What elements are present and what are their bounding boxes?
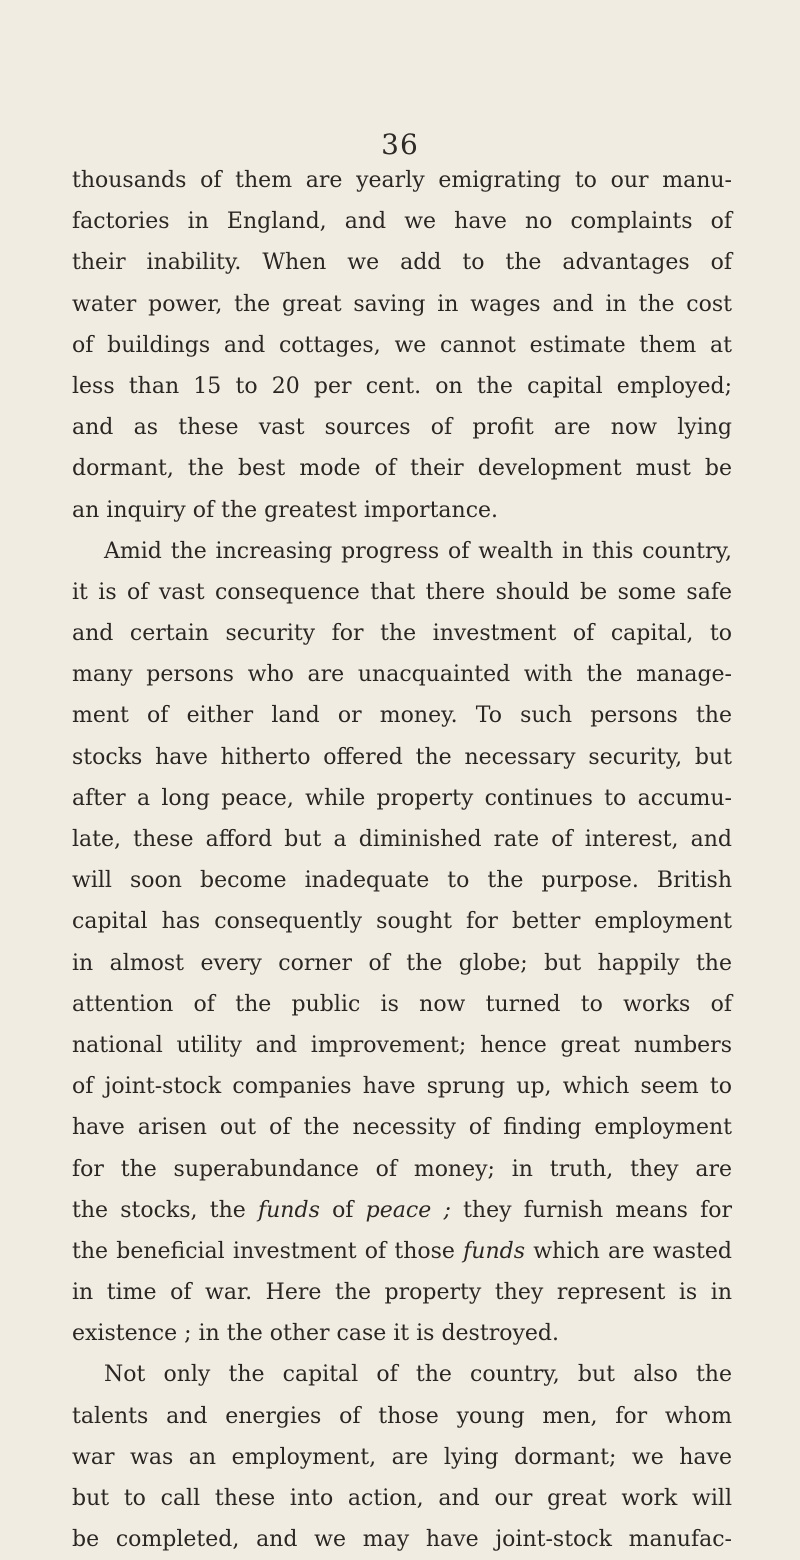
text-line: late, these afford but a diminished rate of interest, and [72, 827, 732, 852]
text-line: and as these vast sources of profit are now lying [72, 415, 732, 441]
text-run: the stocks, the [72, 1197, 258, 1223]
text-line: will soon become inadequate to the purpose. British [72, 868, 732, 894]
text-line: of joint-stock companies have sprung up, which seem to [72, 1074, 732, 1100]
text-line: it is of vast consequence that there should be some safe [72, 579, 732, 605]
text-line: talents and energies of those young men, for whom [72, 1403, 732, 1429]
text-line: dormant, the best mode of their development must be [72, 456, 732, 482]
text-run: which are wasted [525, 1238, 732, 1264]
text-run: of [319, 1197, 366, 1223]
text-line: attention of the public is now turned to works of [72, 991, 732, 1017]
text-line: for the superabundance of money; in truth, they are [72, 1156, 732, 1182]
text-line [72, 1190, 732, 1231]
text-line: capital has consequently sought for better employment [72, 909, 732, 935]
italic-text: funds [258, 1197, 320, 1223]
text-line: less than 15 to 20 per cent. on the capital employed; [72, 373, 732, 399]
italic-text: funds [463, 1238, 526, 1264]
text-line: stocks have hitherto offered the necessary security, but [72, 744, 732, 770]
text-line: an inquiry of the greatest importance. [72, 497, 499, 523]
text-line: have arisen out of the necessity of finding employment [72, 1115, 732, 1141]
text-line: factories in England, and we have no complaints of [72, 209, 732, 235]
text-line: be completed, and we may have joint-stock manufac- [72, 1527, 732, 1553]
text-line: Not only the capital of the country, but also the [104, 1362, 732, 1388]
text-line: of buildings and cottages, we cannot estimate them at [72, 332, 732, 358]
text-line: but to call these into action, and our great work will [72, 1486, 732, 1511]
text-line: and certain security for the investment of capital, to [72, 621, 732, 647]
text-line: after a long peace, while property continues to accumu- [72, 785, 732, 811]
text-line: war was an employment, are lying dormant; we have [72, 1444, 732, 1470]
text-line: ment of either land or money. To such persons the [72, 703, 732, 729]
text-line: many persons who are unacquainted with the manage- [72, 662, 732, 688]
text-line: national utility and improvement; hence great numbers [72, 1032, 732, 1058]
italic-text: peace ; [365, 1197, 451, 1223]
body-text [72, 160, 732, 1560]
text-line: water power, the great saving in wages and in the cost [72, 291, 732, 317]
text-line: thousands of them are yearly emigrating to our manu- [72, 168, 732, 193]
text-line: their inability. When we add to the advantages of [72, 250, 732, 276]
text-line: in almost every corner of the globe; but happily the [72, 950, 732, 976]
text-line: existence ; in the other case it is destroyed. [72, 1321, 559, 1347]
text-run: they furnish means for [450, 1197, 732, 1223]
text-run: the beneficial investment of those [72, 1238, 464, 1264]
text-line [72, 1231, 732, 1272]
text-line: Amid the increasing progress of wealth in this country, [104, 538, 732, 564]
text-line: in time of war. Here the property they represent is in [72, 1280, 732, 1306]
page-number: 36 [381, 128, 419, 161]
